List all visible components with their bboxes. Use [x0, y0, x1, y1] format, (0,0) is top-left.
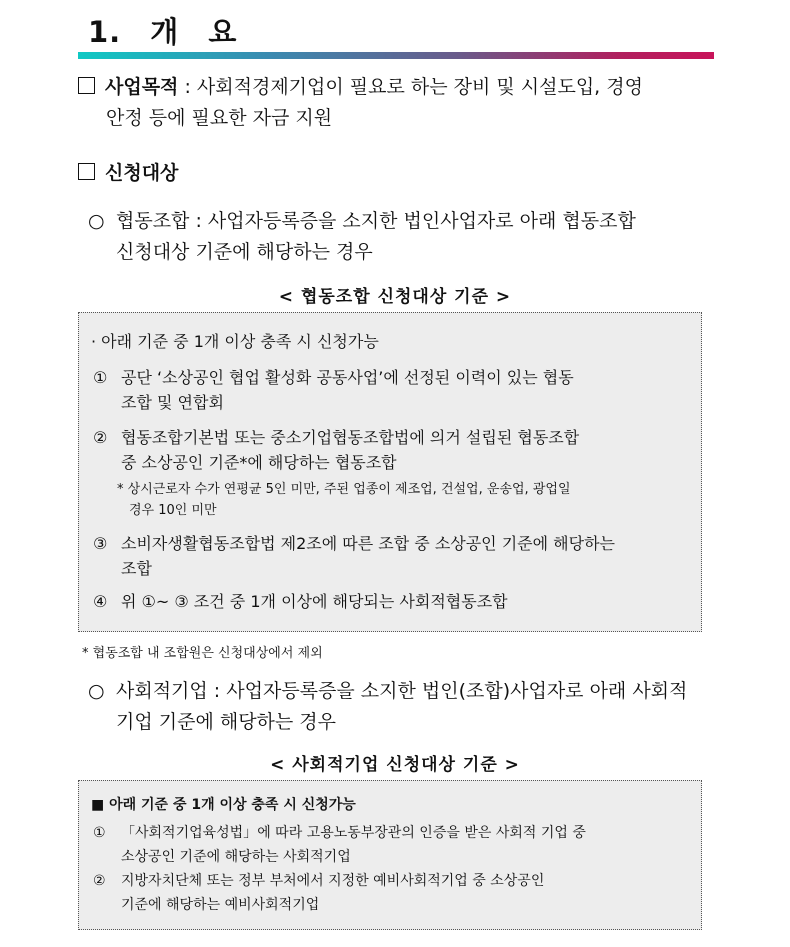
social-line1: 사회적기업 : 사업자등록증을 소지한 법인(조합)사업자로 아래 사회적 — [116, 680, 688, 702]
item-line2: 기준에 해당하는 예비사회적기업 — [121, 897, 320, 913]
coop-line1: 협동조합 : 사업자등록증을 소지한 법인사업자로 아래 협동조합 — [116, 210, 636, 232]
item-line1: 협동조합기본법 또는 중소기업협동조합법에 의거 설립된 협동조합 — [121, 428, 580, 447]
item-number: ① — [93, 368, 108, 387]
social-criteria-title: < 사회적기업 신청대상 기준 > — [270, 755, 520, 775]
purpose-text-line1: : 사회적경제기업이 필요로 하는 장비 및 시설도입, 경영 — [178, 76, 643, 98]
coop-footnote — [117, 479, 571, 521]
purpose-text-line2: 안정 등에 필요한 자금 지원 — [106, 107, 333, 129]
item-line1: 위 ①~ ③ 조건 중 1개 이상에 해당되는 사회적협동조합 — [121, 592, 508, 611]
coop-criteria-box — [78, 312, 702, 632]
coop-item-1 — [93, 365, 574, 415]
coop-paragraph — [88, 206, 636, 268]
purpose-paragraph — [78, 72, 643, 134]
item-line2: 조합 및 연합회 — [121, 393, 224, 412]
item-line2: 조합 — [121, 559, 152, 578]
item-line1: 소비자생활협동조합법 제2조에 따른 조합 중 소상공인 기준에 해당하는 — [121, 534, 616, 553]
target-heading — [78, 158, 178, 189]
coop-item-3 — [93, 531, 615, 581]
coop-item-4 — [93, 589, 508, 614]
section-title: 1. 개 요 — [88, 15, 238, 49]
circle-bullet-icon: ○ — [88, 210, 105, 232]
circle-bullet-icon: ○ — [88, 680, 105, 702]
item-number: ② — [93, 428, 108, 447]
coop-exclude-note: * 협동조합 내 조합원은 신청대상에서 제외 — [82, 646, 323, 661]
item-number: ① — [93, 825, 106, 841]
item-line1: 공단 ‘소상공인 협업 활성화 공동사업’에 선정된 이력이 있는 협동 — [121, 368, 574, 387]
item-line1: 「사회적기업육성법」에 따라 고용노동부장관의 인증을 받은 사회적 기업 중 — [121, 825, 586, 841]
checkbox-square-icon — [78, 163, 95, 180]
item-line1: 지방자치단체 또는 정부 부처에서 지정한 예비사회적기업 중 소상공인 — [121, 873, 545, 889]
social-criteria-box — [78, 780, 702, 930]
coop-criteria-title: < 협동조합 신청대상 기준 > — [278, 287, 512, 307]
item-number: ③ — [93, 534, 108, 553]
footnote-line1: * 상시근로자 수가 연평균 5인 미만, 주된 업종이 제조업, 건설업, 운송업, 광업일 — [117, 482, 571, 497]
footnote-line2: 경우 10인 미만 — [129, 503, 217, 518]
item-line2: 중 소상공인 기준*에 해당하는 협동조합 — [121, 453, 397, 472]
social-intro: ■ 아래 기준 중 1개 이상 충족 시 신청가능 — [91, 797, 356, 813]
coop-line2: 신청대상 기준에 해당하는 경우 — [116, 241, 373, 263]
social-paragraph — [88, 676, 687, 738]
title-underline — [78, 52, 714, 59]
social-line2: 기업 기준에 해당하는 경우 — [116, 711, 337, 733]
coop-intro: · 아래 기준 중 1개 이상 충족 시 신청가능 — [91, 332, 379, 351]
item-number: ② — [93, 873, 106, 889]
item-number: ④ — [93, 592, 108, 611]
target-label: 신청대상 — [105, 162, 179, 184]
coop-item-2 — [93, 425, 579, 475]
social-item-1 — [93, 821, 586, 869]
social-item-2 — [93, 869, 544, 917]
checkbox-square-icon — [78, 77, 95, 94]
item-line2: 소상공인 기준에 해당하는 사회적기업 — [121, 849, 351, 865]
purpose-label: 사업목적 — [105, 76, 179, 98]
